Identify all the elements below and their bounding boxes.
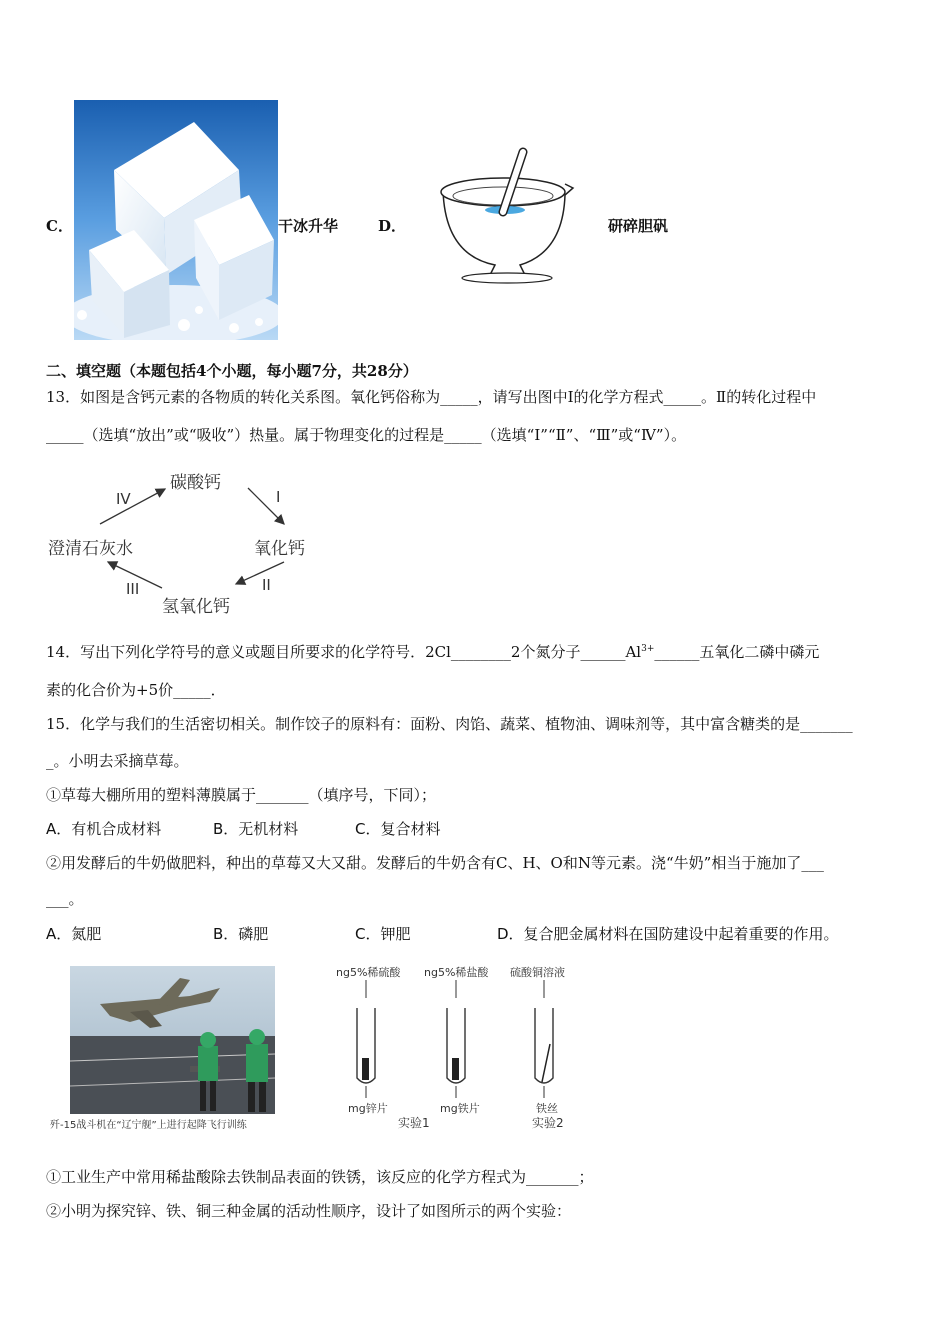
experiment2-label: 实验2 <box>532 1116 564 1130</box>
q14-line2: 素的化合价为+5价_____． <box>46 681 226 699</box>
q16-line1: ①工业生产中常用稀盐酸除去铁制品表面的铁锈，该反应的化学方程式为_______； <box>46 1168 594 1186</box>
q15-sub1: ①草莓大棚所用的塑料薄膜属于_______（填序号，下同）； <box>46 786 437 804</box>
label-ii: II <box>262 576 271 594</box>
iron-strip <box>452 1058 459 1080</box>
q13-line1: 13．如图是含钙元素的各物质的转化关系图。氧化钙俗称为_____，请写出图中Ⅰ的化学方程式_____。Ⅱ的转化过程中 <box>46 388 817 406</box>
label-iii: III <box>126 580 140 598</box>
node-calcium-oxide: 氧化钙 <box>254 539 305 559</box>
tube2-metal-label: mg铁片 <box>440 1102 480 1115</box>
q16-line2: ②小明为探究锌、铁、铜三种金属的活动性顺序，设计了如图所示的两个实验： <box>46 1202 572 1220</box>
q14-line1 <box>46 641 819 662</box>
arrow-iv <box>100 489 165 524</box>
q13-line2: _____（选填“放出”或“吸收”）热量。属于物理变化的过程是_____（选填“Ⅰ”“Ⅱ”、“Ⅲ”或“Ⅳ”）。 <box>46 426 687 444</box>
tube1-metal-label: mg锌片 <box>348 1102 388 1115</box>
tube1-reagent-label: ng5%稀硫酸 <box>336 966 401 979</box>
section-heading: 二、填空题（本题包括4个小题，每小题7分，共28分） <box>46 362 418 380</box>
jet-carrier-photo <box>70 966 275 1114</box>
iron-wire <box>542 1044 550 1082</box>
experiment1-label: 实验1 <box>398 1116 430 1130</box>
node-calcium-carbonate: 碳酸钙 <box>170 473 221 493</box>
calcium-cycle-diagram <box>40 462 340 622</box>
q15-opt2-a: A．氮肥 <box>46 925 102 943</box>
tube2-reagent-label: ng5%稀盐酸 <box>424 966 489 979</box>
label-iv: IV <box>116 490 131 508</box>
photo-caption: 歼-15战斗机在“辽宁舰”上进行起降飞行训练 <box>50 1120 247 1131</box>
tube3-metal-label: 铁丝 <box>536 1102 558 1115</box>
option-c-caption: 干冰升华 <box>278 217 339 235</box>
q15-opt2-b: B．磷肥 <box>213 925 269 943</box>
q15-opt1-c: C．复合材料 <box>355 820 441 838</box>
option-d-caption: 研碎胆矾 <box>608 217 669 235</box>
experiment-figure <box>330 962 590 1132</box>
q14-superscript: 3+ <box>641 644 655 654</box>
node-limewater: 澄清石灰水 <box>48 539 133 559</box>
option-c-letter: C． <box>46 217 73 235</box>
q15-opt1-a: A．有机合成材料 <box>46 820 162 838</box>
mortar-pestle-image <box>435 140 575 285</box>
label-i: I <box>276 488 281 506</box>
zinc-strip <box>362 1058 369 1080</box>
q15-line2: _。小明去采摘草莓。 <box>46 752 189 770</box>
dry-ice-image <box>74 100 278 340</box>
arrow-ii <box>236 562 284 584</box>
q14-line1-part-a: 14．写出下列化学符号的意义或题目所要求的化学符号．2Cl________2个氮分子______Al <box>46 643 642 661</box>
q14-line1-part-b: ______五氧化二磷中磷元 <box>654 643 820 661</box>
q15-opt2-d: D．复合肥金属材料在国防建设中起着重要的作用。 <box>497 925 839 943</box>
q15-sub2-line1: ②用发酵后的牛奶做肥料，种出的草莓又大又甜。发酵后的牛奶含有C、H、O和N等元素。浇“牛奶”相当于施加了___ <box>46 854 824 872</box>
q15-opt1-b: B．无机材料 <box>213 820 299 838</box>
tube3-reagent-label: 硫酸铜溶液 <box>510 966 565 979</box>
option-d-letter: D． <box>378 217 407 235</box>
node-calcium-hydroxide: 氢氧化钙 <box>162 597 230 617</box>
q15-line1: 15．化学与我们的生活密切相关。制作饺子的原料有：面粉、肉馅、蔬菜、植物油、调味剂等，其中富含糖类的是_______ <box>46 715 853 733</box>
q15-opt2-c: C．钾肥 <box>355 925 411 943</box>
q15-sub2-line2: ___。 <box>46 890 84 908</box>
